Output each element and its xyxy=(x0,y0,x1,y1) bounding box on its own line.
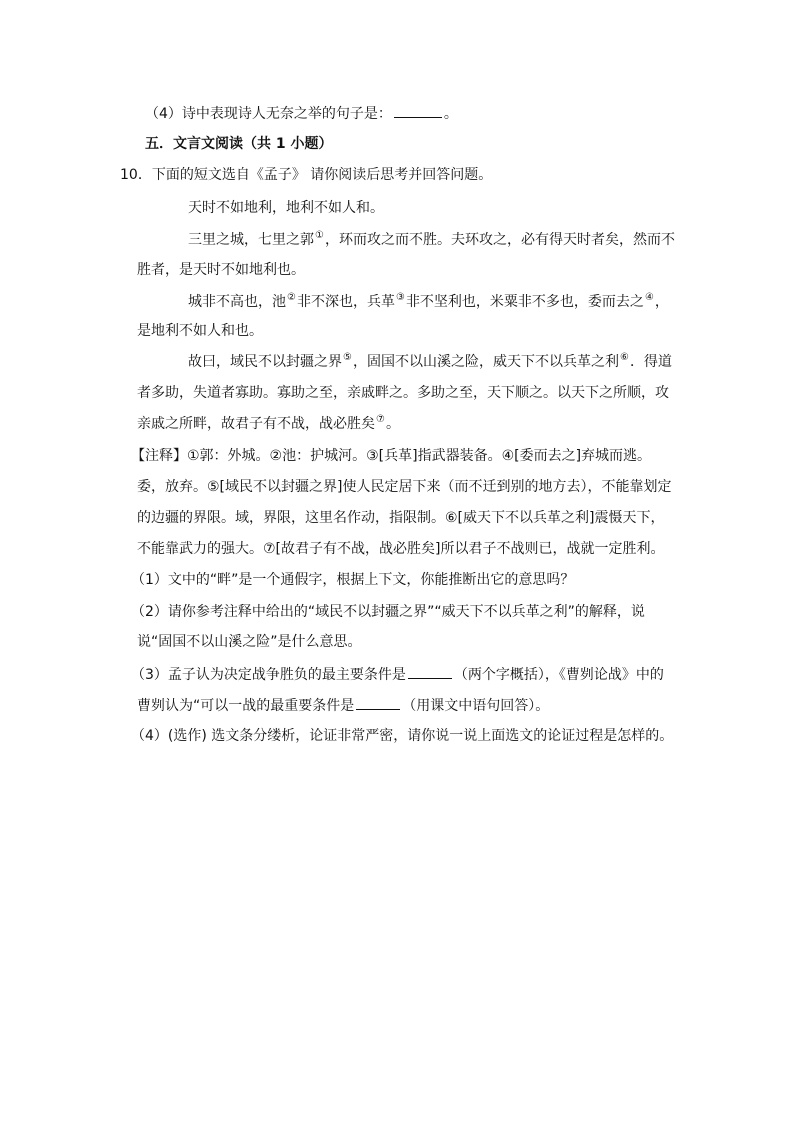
passage-paragraph-4-line-3 xyxy=(137,414,400,434)
footnote-marker: ④ xyxy=(644,292,654,303)
sub-question-3-line-1 xyxy=(131,664,664,685)
passage-paragraph-1: 天时不如地利，地利不如人和。 xyxy=(188,200,384,216)
notes-line-1: 【注释】①郭：外城。②池：护城河。③[兵革]指武器装备。④[委而去之]弃城而逃。 xyxy=(131,448,652,464)
question-10-intro: 10．下面的短文选自《孟子》 请你阅读后思考并回答问题。 xyxy=(120,167,493,183)
passage-text: 故曰，域民不以封疆之界 xyxy=(188,354,342,370)
footnote-marker: ⑤ xyxy=(343,352,352,363)
section-heading: 五．文言文阅读（共 1 小题） xyxy=(145,136,333,152)
q9-item4 xyxy=(145,103,458,124)
passage-text: 非不坚利也，米粟非不多也，委而去之 xyxy=(405,294,644,310)
answer-blank[interactable] xyxy=(408,664,452,679)
question-text: 曹刿认为“可以一战的最重要条件是 xyxy=(137,698,355,714)
question-text: （3）孟子认为决定战争胜负的最主要条件是 xyxy=(131,667,406,683)
passage-paragraph-3-line-1 xyxy=(188,292,669,312)
passage-text: ．得道 xyxy=(629,354,672,370)
sub-question-1: （1）文中的“畔”是一个通假字，根据上下文，你能推断出它的意思吗？ xyxy=(131,572,575,588)
sub-question-2-line-1: （2）请你参考注释中给出的“域民不以封疆之界”“威天下不以兵革之利”的解释，说 xyxy=(131,604,645,620)
question-text: （用课文中语句回答）。 xyxy=(402,698,550,714)
q9-item4-end: 。 xyxy=(443,106,458,122)
passage-text: 城非不高也，池 xyxy=(188,294,286,310)
question-text: （两个字概括），《曹刿论战》中的 xyxy=(453,667,664,683)
q9-item4-text: （4）诗中表现诗人无奈之举的句子是： xyxy=(145,106,392,122)
passage-text: 。 xyxy=(385,416,400,432)
footnote-marker: ③ xyxy=(395,292,405,303)
footnote-marker: ② xyxy=(287,292,296,303)
footnote-marker: ① xyxy=(315,230,324,241)
passage-paragraph-2-line-1 xyxy=(188,230,675,250)
passage-paragraph-2-line-2: 胜者，是天时不如地利也。 xyxy=(137,262,305,278)
passage-paragraph-4-line-1 xyxy=(188,352,672,372)
notes-line-4: 不能靠武力的强大。⑦[故君子有不战，战必胜矣]所以君子不战则已，战就一定胜利。 xyxy=(137,541,665,557)
passage-text: ，环而攻之而不胜。夫环攻之，必有得天时者矣，然而不 xyxy=(324,232,675,248)
answer-blank[interactable] xyxy=(356,695,400,710)
passage-text: 非不深也，兵革 xyxy=(296,294,395,310)
sub-question-4: （4）(选作) 选文条分缕析，论证非常严密，请你说一说上面选文的论证过程是怎样的。 xyxy=(131,728,674,744)
answer-blank[interactable] xyxy=(394,103,442,118)
passage-paragraph-4-line-2: 者多助，失道者寡助。寡助之至，亲戚畔之。多助之至，天下顺之。以天下之所顺，攻 xyxy=(137,385,669,401)
passage-text: 三里之城，七里之郭 xyxy=(188,232,314,248)
sub-question-3-line-2 xyxy=(137,695,549,716)
passage-text: ， xyxy=(654,294,669,310)
footnote-marker: ⑥ xyxy=(619,352,629,363)
notes-line-3: 的边疆的界限。域，界限，这里名作动，指限制。⑥[威天下不以兵革之利]震慑天下， xyxy=(137,510,665,526)
passage-text: ，固国不以山溪之险，威天下不以兵革之利 xyxy=(352,354,619,370)
passage-text: 亲戚之所畔，故君子有不战，战必胜矣 xyxy=(137,416,375,432)
passage-paragraph-3-line-2: 是地利不如人和也。 xyxy=(137,323,263,339)
footnote-marker: ⑦ xyxy=(376,414,385,425)
notes-line-2: 委，放弃。⑤[域民不以封疆之界]使人民定居下来（而不迁到别的地方去），不能靠划定 xyxy=(137,479,672,495)
sub-question-2-line-2: 说“固国不以山溪之险”是什么意思。 xyxy=(137,634,362,650)
